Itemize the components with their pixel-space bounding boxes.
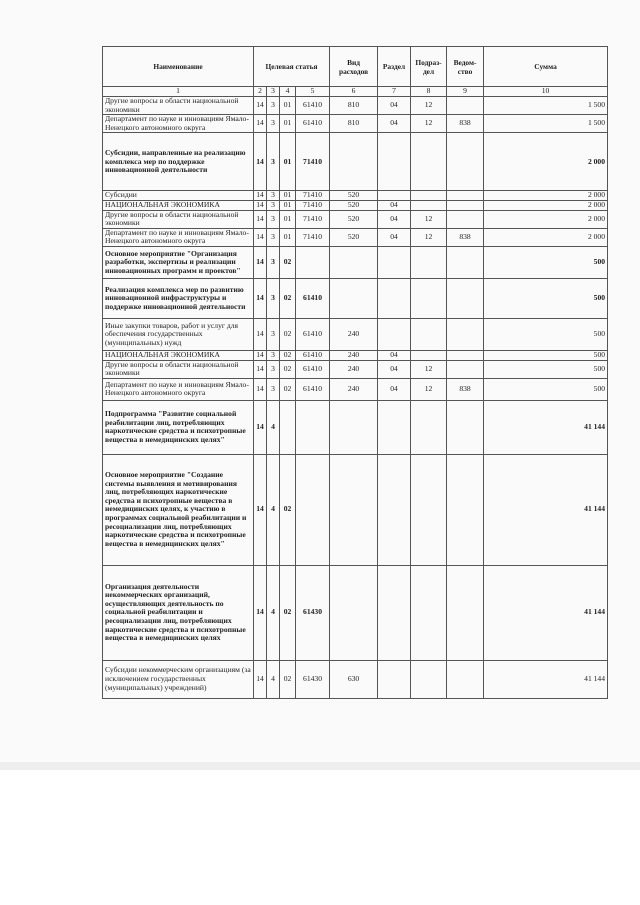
row-code-c8: 12 <box>411 360 447 378</box>
row-code-c8: 12 <box>411 210 447 228</box>
row-sum: 500 <box>484 350 608 360</box>
row-sum: 500 <box>484 378 608 400</box>
row-code-c8 <box>411 200 447 210</box>
row-code-c5: 71410 <box>296 200 330 210</box>
row-code-c6: 630 <box>330 660 378 698</box>
row-code-c7: 04 <box>378 350 411 360</box>
row-code-c2: 14 <box>254 278 267 318</box>
row-code-c2: 14 <box>254 318 267 350</box>
row-code-c4: 02 <box>280 378 296 400</box>
header-expense-type: Вид расходов <box>330 47 378 87</box>
table-row <box>103 133 608 191</box>
row-code-c7 <box>378 565 411 660</box>
row-code-c9 <box>447 200 484 210</box>
row-code-c4: 02 <box>280 454 296 565</box>
row-code-c8: 12 <box>411 115 447 133</box>
row-code-c9 <box>447 318 484 350</box>
row-code-c6: 810 <box>330 115 378 133</box>
column-number: 1 <box>103 87 254 97</box>
row-code-c2: 14 <box>254 565 267 660</box>
row-code-c7 <box>378 278 411 318</box>
row-sum: 2 000 <box>484 200 608 210</box>
row-code-c4: 01 <box>280 200 296 210</box>
row-name: НАЦИОНАЛЬНАЯ ЭКОНОМИКА <box>103 350 254 360</box>
row-code-c7 <box>378 191 411 201</box>
column-number: 9 <box>447 87 484 97</box>
row-code-c3: 4 <box>267 565 280 660</box>
row-code-c8 <box>411 191 447 201</box>
table-row <box>103 97 608 115</box>
row-code-c9 <box>447 360 484 378</box>
row-sum: 41 144 <box>484 454 608 565</box>
row-name: Субсидии <box>103 191 254 201</box>
row-name: Иные закупки товаров, работ и услуг для обеспечения государственных (муниципальных) нужд <box>103 318 254 350</box>
row-code-c8 <box>411 660 447 698</box>
row-code-c4: 01 <box>280 97 296 115</box>
table-row <box>103 454 608 565</box>
row-code-c2: 14 <box>254 210 267 228</box>
table-row <box>103 228 608 246</box>
row-code-c8 <box>411 133 447 191</box>
row-code-c3: 4 <box>267 660 280 698</box>
row-code-c5: 71410 <box>296 133 330 191</box>
row-code-c8 <box>411 400 447 454</box>
row-code-c8 <box>411 565 447 660</box>
row-code-c8 <box>411 350 447 360</box>
row-code-c5: 61410 <box>296 378 330 400</box>
row-code-c2: 14 <box>254 660 267 698</box>
row-code-c4: 02 <box>280 278 296 318</box>
row-name: Другие вопросы в области национальной экономики <box>103 360 254 378</box>
row-code-c6 <box>330 278 378 318</box>
row-sum: 500 <box>484 278 608 318</box>
row-code-c8 <box>411 246 447 278</box>
row-code-c5: 71410 <box>296 191 330 201</box>
row-code-c2: 14 <box>254 191 267 201</box>
row-code-c5: 61410 <box>296 360 330 378</box>
row-code-c5 <box>296 400 330 454</box>
row-code-c3: 3 <box>267 246 280 278</box>
row-name: Подпрограмма "Развитие социальной реабилитации лиц, потребляющих наркотические средства и психотропные вещества в немедицинских целях" <box>103 400 254 454</box>
row-sum: 2 000 <box>484 191 608 201</box>
row-sum: 2 000 <box>484 133 608 191</box>
table-row <box>103 360 608 378</box>
row-code-c7 <box>378 246 411 278</box>
table-row <box>103 565 608 660</box>
row-code-c9 <box>447 454 484 565</box>
row-code-c2: 14 <box>254 360 267 378</box>
row-code-c5: 61430 <box>296 660 330 698</box>
column-number: 3 <box>267 87 280 97</box>
row-code-c8: 12 <box>411 97 447 115</box>
row-code-c3: 3 <box>267 115 280 133</box>
row-code-c8 <box>411 454 447 565</box>
row-code-c2: 14 <box>254 454 267 565</box>
row-code-c3: 4 <box>267 454 280 565</box>
page-edge <box>0 762 640 770</box>
row-code-c9: 838 <box>447 378 484 400</box>
row-code-c9 <box>447 246 484 278</box>
row-code-c3: 3 <box>267 378 280 400</box>
budget-table <box>102 46 608 699</box>
row-code-c9 <box>447 210 484 228</box>
row-sum: 1 500 <box>484 97 608 115</box>
row-code-c6: 520 <box>330 191 378 201</box>
row-code-c6: 520 <box>330 228 378 246</box>
row-code-c9 <box>447 133 484 191</box>
row-name: Департамент по науке и инновациям Ямало-Ненецкого автономного округа <box>103 115 254 133</box>
row-code-c6: 520 <box>330 200 378 210</box>
row-code-c2: 14 <box>254 246 267 278</box>
column-number: 6 <box>330 87 378 97</box>
row-code-c3: 3 <box>267 318 280 350</box>
row-code-c2: 14 <box>254 200 267 210</box>
row-code-c2: 14 <box>254 350 267 360</box>
row-code-c6: 240 <box>330 378 378 400</box>
row-code-c7 <box>378 133 411 191</box>
row-code-c9 <box>447 350 484 360</box>
row-code-c6: 240 <box>330 350 378 360</box>
row-code-c4: 01 <box>280 191 296 201</box>
row-code-c7: 04 <box>378 115 411 133</box>
row-code-c2: 14 <box>254 133 267 191</box>
row-code-c4: 02 <box>280 350 296 360</box>
row-code-c4: 02 <box>280 565 296 660</box>
row-code-c5: 71410 <box>296 210 330 228</box>
row-code-c2: 14 <box>254 115 267 133</box>
row-code-c7: 04 <box>378 378 411 400</box>
row-code-c2: 14 <box>254 97 267 115</box>
row-code-c3: 3 <box>267 97 280 115</box>
table-row <box>103 200 608 210</box>
row-sum: 2 000 <box>484 210 608 228</box>
row-code-c5: 61410 <box>296 115 330 133</box>
row-code-c7: 04 <box>378 97 411 115</box>
table-row <box>103 191 608 201</box>
row-code-c7 <box>378 400 411 454</box>
row-code-c4: 02 <box>280 360 296 378</box>
row-code-c5 <box>296 246 330 278</box>
row-code-c8: 12 <box>411 378 447 400</box>
row-code-c9 <box>447 660 484 698</box>
header-sum: Сумма <box>484 47 608 87</box>
row-name: Другие вопросы в области национальной экономики <box>103 210 254 228</box>
row-code-c9 <box>447 400 484 454</box>
row-sum: 1 500 <box>484 115 608 133</box>
row-code-c3: 4 <box>267 400 280 454</box>
row-code-c3: 3 <box>267 133 280 191</box>
header-subsection: Подраз-дел <box>411 47 447 87</box>
row-code-c7: 04 <box>378 228 411 246</box>
row-code-c8: 12 <box>411 228 447 246</box>
row-code-c9 <box>447 565 484 660</box>
column-number: 8 <box>411 87 447 97</box>
row-code-c8 <box>411 318 447 350</box>
column-number: 4 <box>280 87 296 97</box>
row-code-c6 <box>330 565 378 660</box>
table-row <box>103 318 608 350</box>
row-code-c7 <box>378 318 411 350</box>
row-code-c3: 3 <box>267 350 280 360</box>
header-target: Целевая статья <box>254 47 330 87</box>
row-name: Департамент по науке и инновациям Ямало-Ненецкого автономного округа <box>103 378 254 400</box>
row-name: Субсидии, направленные на реализацию комплекса мер по поддержке инновационной деятельности <box>103 133 254 191</box>
row-code-c6: 520 <box>330 210 378 228</box>
row-name: Основное мероприятие "Организация разработки, экспертизы и реализации инновационных программ и проектов" <box>103 246 254 278</box>
row-name: Реализация комплекса мер по развитию инновационной инфраструктуры и поддержке инновационной деятельности <box>103 278 254 318</box>
row-sum: 500 <box>484 360 608 378</box>
row-code-c5: 61410 <box>296 318 330 350</box>
row-code-c3: 3 <box>267 278 280 318</box>
row-code-c5: 61410 <box>296 350 330 360</box>
header-department: Ведом-ство <box>447 47 484 87</box>
row-code-c9 <box>447 278 484 318</box>
row-code-c4: 02 <box>280 246 296 278</box>
row-code-c6 <box>330 133 378 191</box>
column-number: 7 <box>378 87 411 97</box>
row-code-c6 <box>330 246 378 278</box>
column-number: 2 <box>254 87 267 97</box>
row-code-c3: 3 <box>267 191 280 201</box>
row-code-c6 <box>330 400 378 454</box>
row-code-c3: 3 <box>267 228 280 246</box>
row-code-c6: 810 <box>330 97 378 115</box>
column-number: 5 <box>296 87 330 97</box>
row-code-c3: 3 <box>267 360 280 378</box>
row-code-c4: 01 <box>280 228 296 246</box>
row-sum: 500 <box>484 318 608 350</box>
table-row <box>103 400 608 454</box>
row-sum: 2 000 <box>484 228 608 246</box>
row-name: Другие вопросы в области национальной экономики <box>103 97 254 115</box>
row-code-c8 <box>411 278 447 318</box>
header-section: Раздел <box>378 47 411 87</box>
row-code-c7: 04 <box>378 200 411 210</box>
row-code-c6: 240 <box>330 318 378 350</box>
row-code-c5: 61410 <box>296 278 330 318</box>
table-row <box>103 210 608 228</box>
row-code-c7: 04 <box>378 210 411 228</box>
row-sum: 41 144 <box>484 400 608 454</box>
row-code-c9 <box>447 191 484 201</box>
row-name: Департамент по науке и инновациям Ямало-Ненецкого автономного округа <box>103 228 254 246</box>
row-code-c2: 14 <box>254 378 267 400</box>
row-code-c5: 61410 <box>296 97 330 115</box>
column-number: 10 <box>484 87 608 97</box>
row-code-c4: 02 <box>280 660 296 698</box>
row-sum: 41 144 <box>484 660 608 698</box>
row-sum: 41 144 <box>484 565 608 660</box>
row-code-c5: 71410 <box>296 228 330 246</box>
row-code-c9 <box>447 97 484 115</box>
row-name: НАЦИОНАЛЬНАЯ ЭКОНОМИКА <box>103 200 254 210</box>
row-code-c3: 3 <box>267 200 280 210</box>
header-row <box>103 47 608 87</box>
row-name: Субсидии некоммерческим организациям (за исключением государственных (муниципальных) учреждений) <box>103 660 254 698</box>
row-code-c4: 01 <box>280 210 296 228</box>
table-row <box>103 660 608 698</box>
row-code-c6 <box>330 454 378 565</box>
table-row <box>103 378 608 400</box>
table-row <box>103 115 608 133</box>
column-number-row <box>103 87 608 97</box>
row-code-c4 <box>280 400 296 454</box>
row-code-c5 <box>296 454 330 565</box>
header-name: Наименование <box>103 47 254 87</box>
row-code-c4: 01 <box>280 133 296 191</box>
row-code-c9: 838 <box>447 115 484 133</box>
table-row <box>103 278 608 318</box>
row-code-c6: 240 <box>330 360 378 378</box>
row-code-c4: 02 <box>280 318 296 350</box>
row-code-c2: 14 <box>254 228 267 246</box>
table-row <box>103 350 608 360</box>
row-code-c2: 14 <box>254 400 267 454</box>
row-code-c7: 04 <box>378 360 411 378</box>
row-name: Основное мероприятие "Создание системы выявления и мотивирования лиц, потребляющих наркотические средства и психотропные вещества в немедицинских целях, к участию в программах социальной реабилитации и ресоциализации лиц, потребляющих наркотические средства и психотропные вещества в немедицинских целях" <box>103 454 254 565</box>
row-code-c3: 3 <box>267 210 280 228</box>
row-sum: 500 <box>484 246 608 278</box>
row-code-c5: 61430 <box>296 565 330 660</box>
row-code-c9: 838 <box>447 228 484 246</box>
row-name: Организация деятельности некоммерческих организаций, осуществляющих деятельность по социальной реабилитации и ресоциализации лиц, потребляющих наркотические средства и психотропные вещества в немедицинских целях <box>103 565 254 660</box>
row-code-c7 <box>378 660 411 698</box>
table-row <box>103 246 608 278</box>
row-code-c4: 01 <box>280 115 296 133</box>
row-code-c7 <box>378 454 411 565</box>
